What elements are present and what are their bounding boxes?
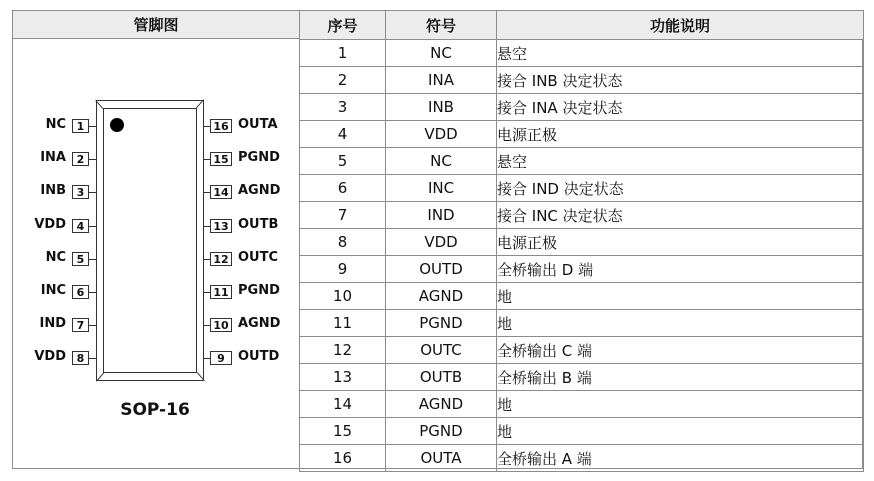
left-pin-lead [89,259,97,260]
left-pin-lead [89,126,97,127]
row-index: 11 [300,310,386,337]
table-row [300,202,864,229]
right-pin-number: 16 [210,119,232,133]
table-body [300,40,864,472]
right-pin-name: PGND [238,283,280,298]
row-index: 1 [300,40,386,67]
left-pin-lead [89,325,97,326]
left-pin-name: VDD [34,349,66,364]
row-description: 电源正极 [497,121,864,148]
table-row [300,391,864,418]
row-description: 全桥输出 B 端 [497,364,864,391]
left-pin-number: 7 [72,318,89,332]
row-index: 2 [300,67,386,94]
row-symbol: AGND [386,283,497,310]
left-pin-number: 8 [72,351,89,365]
row-symbol: IND [386,202,497,229]
row-index: 4 [300,121,386,148]
table-header-row [300,11,864,40]
row-index: 5 [300,148,386,175]
row-index: 7 [300,202,386,229]
row-description: 地 [497,310,864,337]
right-pin-name: OUTB [238,217,279,232]
row-description: 接合 INC 决定状态 [497,202,864,229]
row-index: 15 [300,418,386,445]
right-pin-name: AGND [238,316,281,331]
table-row [300,67,864,94]
row-index: 3 [300,94,386,121]
table-row [300,256,864,283]
left-pin-name: NC [45,250,66,265]
table-row [300,310,864,337]
row-symbol: OUTD [386,256,497,283]
left-pin-number: 5 [72,252,89,266]
pin-function-table [299,10,864,472]
row-description: 接合 INB 决定状态 [497,67,864,94]
right-pin-number: 9 [210,351,232,365]
right-pin-number: 10 [210,318,232,332]
table-row [300,148,864,175]
row-description: 地 [497,418,864,445]
right-pin-number: 11 [210,285,232,299]
left-pin-name: NC [45,117,66,132]
left-pin-number: 3 [72,185,89,199]
table-row [300,229,864,256]
left-pin-name: INC [40,283,66,298]
row-index: 14 [300,391,386,418]
right-pin-number: 15 [210,152,232,166]
left-pin-name: INB [40,183,66,198]
table-row [300,337,864,364]
left-pin-lead [89,358,97,359]
row-symbol: OUTC [386,337,497,364]
row-index: 6 [300,175,386,202]
diagram-header: 管脚图 [12,10,300,39]
row-symbol: OUTA [386,445,497,472]
left-pin-lead [89,192,97,193]
row-description: 悬空 [497,40,864,67]
table-row [300,94,864,121]
row-index: 16 [300,445,386,472]
left-pin-lead [89,292,97,293]
row-symbol: INA [386,67,497,94]
table-row [300,175,864,202]
row-description: 全桥输出 A 端 [497,445,864,472]
left-pin-number: 4 [72,219,89,233]
left-pin-name: INA [40,150,66,165]
row-index: 12 [300,337,386,364]
row-symbol: NC [386,148,497,175]
row-description: 全桥输出 C 端 [497,337,864,364]
left-pin-name: VDD [34,217,66,232]
row-symbol: OUTB [386,364,497,391]
row-symbol: NC [386,40,497,67]
row-description: 地 [497,391,864,418]
row-symbol: INC [386,175,497,202]
right-pin-number: 13 [210,219,232,233]
row-symbol: INB [386,94,497,121]
pin1-marker [110,118,124,132]
right-pin-name: OUTA [238,117,278,132]
row-description: 全桥输出 D 端 [497,256,864,283]
row-symbol: PGND [386,418,497,445]
chip-inner-outline [103,108,197,373]
package-label: SOP-16 [120,400,190,420]
header-index: 序号 [300,11,386,40]
row-description: 接合 IND 决定状态 [497,175,864,202]
table-row [300,40,864,67]
table-row [300,445,864,472]
right-pin-number: 12 [210,252,232,266]
row-symbol: VDD [386,229,497,256]
table-row [300,121,864,148]
left-pin-lead [89,226,97,227]
row-symbol: PGND [386,310,497,337]
row-index: 9 [300,256,386,283]
row-index: 13 [300,364,386,391]
right-pin-number: 14 [210,185,232,199]
right-pin-name: OUTD [238,349,280,364]
right-pin-name: AGND [238,183,281,198]
left-pin-name: IND [39,316,66,331]
left-pin-lead [89,159,97,160]
row-description: 接合 INA 决定状态 [497,94,864,121]
table-row [300,364,864,391]
header-symbol: 符号 [386,11,497,40]
header-function: 功能说明 [497,11,864,40]
row-index: 8 [300,229,386,256]
row-description: 地 [497,283,864,310]
row-symbol: AGND [386,391,497,418]
row-symbol: VDD [386,121,497,148]
left-pin-number: 1 [72,119,89,133]
right-pin-name: OUTC [238,250,279,265]
left-pin-number: 6 [72,285,89,299]
row-description: 电源正极 [497,229,864,256]
right-pin-name: PGND [238,150,280,165]
row-index: 10 [300,283,386,310]
row-description: 悬空 [497,148,864,175]
table-row [300,418,864,445]
left-pin-number: 2 [72,152,89,166]
table-row [300,283,864,310]
